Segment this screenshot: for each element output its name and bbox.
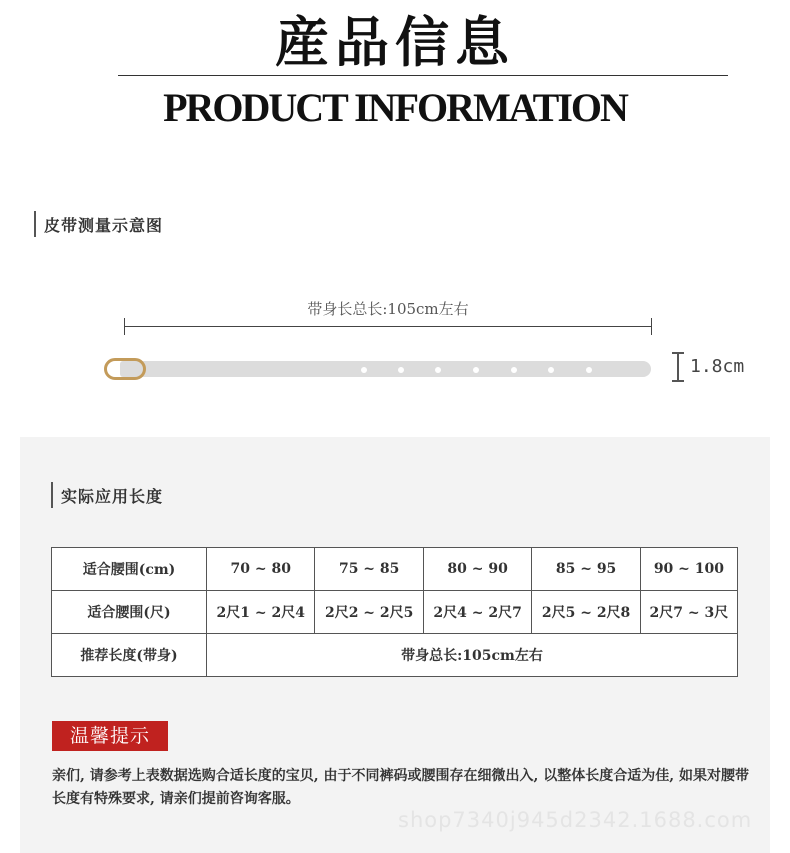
table-row [52, 591, 738, 634]
table-cell: 80 ~ 90 [423, 548, 531, 591]
table-cell: 2尺4 ~ 2尺7 [423, 591, 531, 634]
title-chinese: 産品信息 [275, 10, 515, 74]
tips-text: 亲们, 请参考上表数据选购合适长度的宝贝, 由于不同裤码或腰围存在细微出入, 以整体长度合适为佳, 如果对腰带长度有特殊要求, 请亲们提前咨询客服。 [52, 768, 749, 807]
table-cell: 2尺5 ~ 2尺8 [532, 591, 640, 634]
size-table [51, 547, 738, 677]
length-tick-left [124, 318, 125, 335]
table-cell: 85 ~ 95 [532, 548, 640, 591]
width-bracket-icon [672, 352, 684, 382]
row-header: 适合腰围(尺) [52, 591, 207, 634]
belt-strap [120, 361, 651, 377]
belt-hole [473, 367, 479, 373]
row-header: 适合腰围(cm) [52, 548, 207, 591]
belt-diagram [0, 290, 790, 400]
belt-hole [586, 367, 592, 373]
table-cell: 70 ~ 80 [207, 548, 315, 591]
belt-hole [548, 367, 554, 373]
actual-section-heading [51, 482, 163, 508]
shop-watermark: shop7340j945d2342.1688.com [398, 808, 753, 832]
belt-hole [435, 367, 441, 373]
section-marker [34, 211, 36, 237]
table-row [52, 634, 738, 677]
table-cell: 2尺1 ~ 2尺4 [207, 591, 315, 634]
belt-hole [398, 367, 404, 373]
table-cell: 90 ~ 100 [640, 548, 737, 591]
title-english: PRODUCT INFORMATION [163, 85, 627, 130]
table-row [52, 548, 738, 591]
title-divider [118, 75, 728, 76]
measure-section-heading [34, 211, 163, 237]
belt-length-label: 带身长总长:105cm左右 [307, 300, 469, 318]
measure-heading-text: 皮带测量示意图 [44, 215, 164, 235]
section-marker [51, 482, 53, 508]
table-cell: 2尺2 ~ 2尺5 [315, 591, 423, 634]
belt-hole [361, 367, 367, 373]
table-cell-merged: 带身总长:105cm左右 [207, 634, 738, 677]
table-cell: 75 ~ 85 [315, 548, 423, 591]
actual-heading-text: 实际应用长度 [61, 486, 164, 506]
row-header: 推荐长度(带身) [52, 634, 207, 677]
belt-width-label: 1.8cm [690, 356, 745, 377]
table-cell: 2尺7 ~ 3尺 [640, 591, 737, 634]
belt-hole [511, 367, 517, 373]
tips-badge: 温馨提示 [52, 721, 168, 751]
length-tick-right [651, 318, 652, 335]
buckle-icon [104, 358, 146, 380]
length-dimension-line [124, 326, 652, 327]
